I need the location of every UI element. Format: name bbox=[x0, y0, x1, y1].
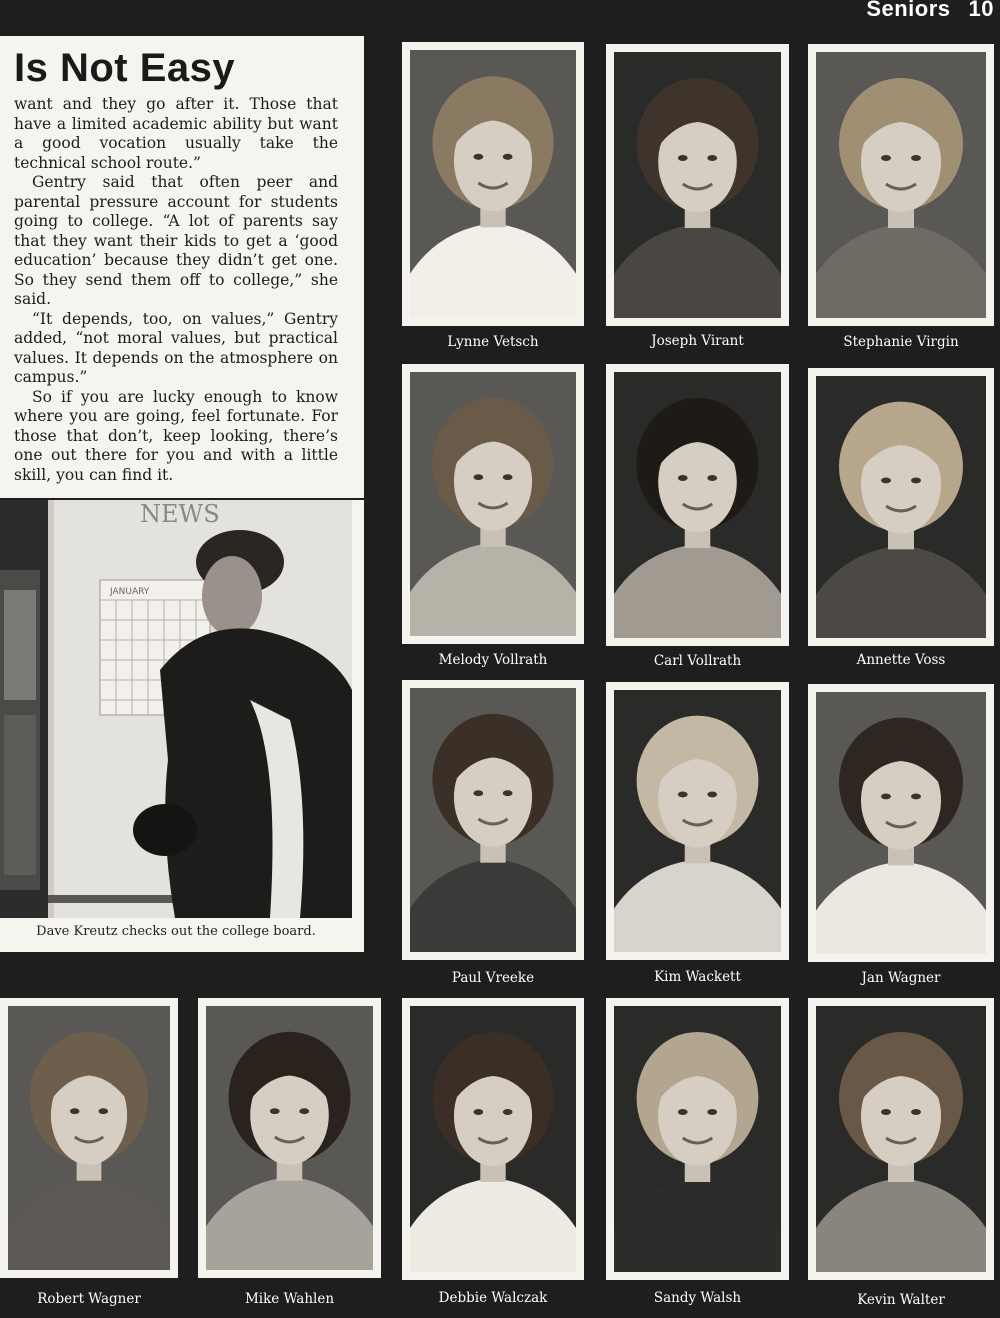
portrait-card bbox=[808, 684, 994, 962]
section-header bbox=[814, 0, 994, 22]
article-paragraph: want and they go after it. Those that have a limited academic ability but want a good vocation usually take the technical school route.” bbox=[14, 95, 338, 172]
portrait-photo bbox=[410, 50, 576, 318]
article-paragraph: “It depends, too, on values,” Gentry added, “not moral values, but practical values. It depends on the atmosphere on campus.” bbox=[14, 309, 338, 386]
portrait-eye bbox=[707, 475, 717, 481]
portrait-card bbox=[606, 998, 789, 1280]
portrait-eye bbox=[707, 791, 717, 797]
portrait-eye bbox=[678, 1109, 688, 1115]
portrait-eye bbox=[881, 793, 891, 799]
portrait-illustration bbox=[206, 1006, 373, 1270]
section-title: Seniors bbox=[866, 0, 951, 21]
portrait-eye bbox=[70, 1108, 80, 1114]
feature-caption: Dave Kreutz checks out the college board. bbox=[36, 924, 316, 939]
portrait-photo bbox=[410, 372, 576, 636]
portrait-photo bbox=[614, 1006, 781, 1272]
portrait-photo bbox=[816, 376, 986, 638]
portrait-name: Debbie Walczak bbox=[438, 1290, 548, 1306]
page-number: 10 bbox=[968, 0, 994, 21]
portrait-card bbox=[606, 364, 789, 646]
portrait-eye bbox=[473, 790, 483, 796]
portrait-card bbox=[198, 998, 381, 1278]
portrait-card bbox=[402, 364, 584, 644]
portrait-name: Melody Vollrath bbox=[438, 652, 548, 668]
portrait-eye bbox=[911, 477, 921, 483]
portrait-photo bbox=[206, 1006, 373, 1270]
portrait-card bbox=[808, 44, 994, 326]
portrait-name: Kevin Walter bbox=[857, 1292, 945, 1308]
portrait-illustration bbox=[816, 1006, 986, 1272]
feature-photo bbox=[0, 500, 352, 918]
portrait-illustration bbox=[614, 690, 781, 952]
portrait-eye bbox=[473, 154, 483, 160]
portrait-card bbox=[402, 998, 584, 1280]
portrait-illustration bbox=[816, 52, 986, 318]
portrait-eye bbox=[707, 1109, 717, 1115]
portrait-photo bbox=[816, 1006, 986, 1272]
portrait-photo bbox=[614, 372, 781, 638]
article-paragraph: So if you are lucky enough to know where you are going, feel fortunate. For those that don’t, keep looking, there’s one out there for you and with a little skill, you can find it. bbox=[14, 387, 338, 484]
portrait-illustration bbox=[8, 1006, 170, 1270]
portrait-eye bbox=[299, 1108, 309, 1114]
portrait-illustration bbox=[410, 688, 576, 952]
portrait-name: Lynne Vetsch bbox=[447, 334, 539, 350]
portrait-eye bbox=[270, 1108, 280, 1114]
portrait-card bbox=[808, 998, 994, 1280]
portrait-photo bbox=[816, 692, 986, 954]
article-paragraph: Gentry said that often peer and parental pressure account for students going to college. “A lot of parents say that they want their kids to get a ‘good education’ because they didn’t get one. So they send them off to college,” she said. bbox=[14, 173, 338, 308]
portrait-eye bbox=[503, 790, 513, 796]
portrait-eye bbox=[473, 1109, 483, 1115]
portrait-eye bbox=[911, 1109, 921, 1115]
portrait-name: Mike Wahlen bbox=[244, 1291, 335, 1307]
portrait-photo bbox=[8, 1006, 170, 1270]
portrait-name: Paul Vreeke bbox=[451, 970, 535, 986]
portrait-card bbox=[402, 680, 584, 960]
portrait-card bbox=[606, 682, 789, 960]
feature-photo-illustration bbox=[0, 500, 352, 918]
portrait-name: Carl Vollrath bbox=[653, 653, 742, 669]
article-column bbox=[0, 36, 364, 498]
portrait-eye bbox=[911, 793, 921, 799]
portrait-card bbox=[402, 42, 584, 326]
portrait-eye bbox=[881, 1109, 891, 1115]
portrait-illustration bbox=[410, 50, 576, 318]
portrait-card bbox=[0, 998, 178, 1278]
portrait-illustration bbox=[816, 692, 986, 954]
portrait-photo bbox=[614, 52, 781, 318]
portrait-eye bbox=[99, 1108, 109, 1114]
portrait-illustration bbox=[410, 1006, 576, 1272]
portrait-illustration bbox=[614, 1006, 781, 1272]
portrait-eye bbox=[503, 154, 513, 160]
portrait-illustration bbox=[614, 372, 781, 638]
portrait-eye bbox=[678, 155, 688, 161]
portrait-eye bbox=[678, 475, 688, 481]
article-title: Is Not Easy bbox=[14, 46, 236, 90]
portrait-illustration bbox=[816, 376, 986, 638]
portrait-name: Stephanie Virgin bbox=[843, 334, 959, 350]
feature-photo-panel bbox=[0, 500, 364, 952]
portrait-photo bbox=[614, 690, 781, 952]
board-news-text: NEWS bbox=[140, 500, 220, 528]
portrait-name: Robert Wagner bbox=[37, 1291, 141, 1307]
portrait-illustration bbox=[614, 52, 781, 318]
portrait-eye bbox=[473, 474, 483, 480]
portrait-eye bbox=[881, 155, 891, 161]
portrait-illustration bbox=[410, 372, 576, 636]
portrait-photo bbox=[816, 52, 986, 318]
portrait-card bbox=[808, 368, 994, 646]
portrait-eye bbox=[707, 155, 717, 161]
portrait-card bbox=[606, 44, 789, 326]
portrait-name: Jan Wagner bbox=[861, 970, 941, 986]
portrait-photo bbox=[410, 688, 576, 952]
portrait-photo bbox=[410, 1006, 576, 1272]
portrait-name: Annette Voss bbox=[856, 652, 946, 668]
portrait-name: Joseph Virant bbox=[651, 333, 744, 349]
portrait-eye bbox=[911, 155, 921, 161]
portrait-eye bbox=[678, 791, 688, 797]
portrait-eye bbox=[503, 474, 513, 480]
portrait-name: Kim Wackett bbox=[654, 969, 741, 985]
calendar-month-text: JANUARY bbox=[110, 587, 150, 597]
portrait-eye bbox=[881, 477, 891, 483]
portrait-name: Sandy Walsh bbox=[653, 1290, 742, 1306]
portrait-eye bbox=[503, 1109, 513, 1115]
